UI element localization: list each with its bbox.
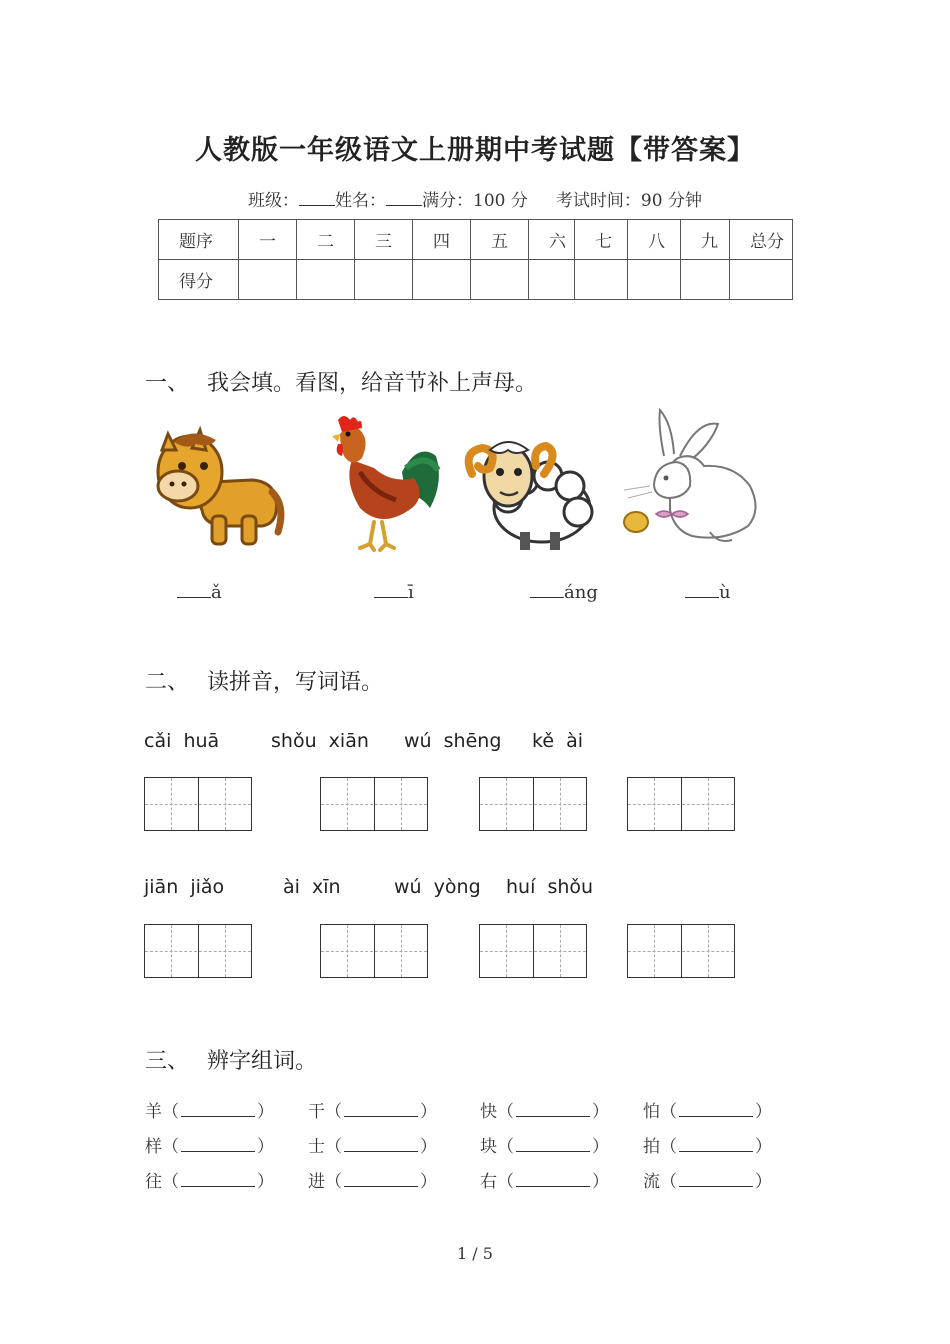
score-cell[interactable]: [413, 260, 471, 300]
sheep-icon: [462, 428, 594, 556]
writing-grid[interactable]: [144, 924, 252, 978]
word-pair[interactable]: 士（ ）: [308, 1137, 437, 1157]
section-3-heading: [145, 1044, 317, 1075]
name-label: 姓名：: [335, 191, 387, 211]
horse-icon: [152, 420, 286, 550]
page-title: 人教版一年级语文上册期中考试题【带答案】: [195, 135, 755, 166]
pinyin-word: cǎi huā: [144, 730, 220, 752]
score-cell[interactable]: [297, 260, 355, 300]
section-number: 二、: [145, 670, 190, 695]
pinyin-word: huí shǒu: [506, 876, 594, 898]
table-cell: 总分: [730, 220, 793, 260]
answer-blank-2[interactable]: ī: [374, 582, 414, 603]
table-cell: 一: [239, 220, 297, 260]
table-cell: 四: [413, 220, 471, 260]
section-title: 我会填。看图，给音节补上声母。: [207, 371, 538, 396]
score-table-header: [159, 220, 793, 260]
writing-grid[interactable]: [320, 924, 428, 978]
word-pair[interactable]: 干（ ）: [308, 1102, 437, 1122]
score-cell[interactable]: [628, 260, 681, 300]
score-cell[interactable]: [471, 260, 529, 300]
table-cell: 二: [297, 220, 355, 260]
answer-blank-3[interactable]: áng: [530, 582, 598, 603]
writing-grid[interactable]: [479, 924, 587, 978]
table-cell: 六: [529, 220, 575, 260]
writing-grid[interactable]: [627, 777, 735, 831]
score-cell[interactable]: [681, 260, 730, 300]
section-title: 辨字组词。: [207, 1049, 318, 1074]
pinyin-word: jiān jiǎo: [144, 876, 225, 898]
writing-grid[interactable]: [627, 924, 735, 978]
pinyin-word: kě ài: [532, 730, 584, 752]
rooster-icon: [322, 412, 444, 552]
word-pair[interactable]: 块（ ）: [480, 1137, 609, 1157]
table-cell: 九: [681, 220, 730, 260]
word-pair[interactable]: 样（ ）: [145, 1137, 274, 1157]
section-1-heading: [145, 366, 537, 397]
table-cell: 七: [575, 220, 628, 260]
pinyin-word: wú yòng: [394, 876, 481, 898]
table-cell: 五: [471, 220, 529, 260]
score-table: [158, 219, 793, 300]
writing-grid[interactable]: [320, 777, 428, 831]
score-table-row: [159, 260, 793, 300]
word-pair[interactable]: 怕（ ）: [643, 1102, 772, 1122]
score-cell[interactable]: [239, 260, 297, 300]
word-pair[interactable]: 羊（ ）: [145, 1102, 274, 1122]
table-cell: 得分: [159, 260, 239, 300]
word-pair[interactable]: 快（ ）: [480, 1102, 609, 1122]
score-cell[interactable]: [355, 260, 413, 300]
table-cell: 三: [355, 220, 413, 260]
page-number: 1 / 5: [457, 1244, 493, 1263]
word-pair[interactable]: 往（ ）: [145, 1172, 274, 1192]
answer-blank-4[interactable]: ù: [685, 582, 731, 603]
exam-time: 考试时间：90 分钟: [555, 191, 702, 211]
table-cell: 题序: [159, 220, 239, 260]
exam-info: [0, 186, 950, 211]
score-cell[interactable]: [529, 260, 575, 300]
answer-blank-1[interactable]: ǎ: [177, 582, 222, 603]
section-number: 一、: [145, 371, 190, 396]
class-label: 班级：: [248, 191, 300, 211]
class-blank[interactable]: [299, 191, 335, 206]
table-cell: 八: [628, 220, 681, 260]
writing-grid[interactable]: [144, 777, 252, 831]
word-pair[interactable]: 右（ ）: [480, 1172, 609, 1192]
section-2-heading: [145, 665, 383, 696]
pinyin-word: wú shēng: [404, 730, 502, 752]
name-blank[interactable]: [386, 191, 422, 206]
word-pair[interactable]: 进（ ）: [308, 1172, 437, 1192]
full-score: 满分：100 分: [422, 191, 528, 211]
section-title: 读拼音，写词语。: [207, 670, 384, 695]
word-pair[interactable]: 流（ ）: [643, 1172, 772, 1192]
pinyin-word: ài xīn: [283, 876, 341, 898]
section-number: 三、: [145, 1049, 190, 1074]
pinyin-word: shǒu xiān: [271, 730, 369, 752]
rabbit-icon: [614, 406, 764, 548]
writing-grid[interactable]: [479, 777, 587, 831]
score-cell[interactable]: [730, 260, 793, 300]
score-cell[interactable]: [575, 260, 628, 300]
word-pair[interactable]: 拍（ ）: [643, 1137, 772, 1157]
